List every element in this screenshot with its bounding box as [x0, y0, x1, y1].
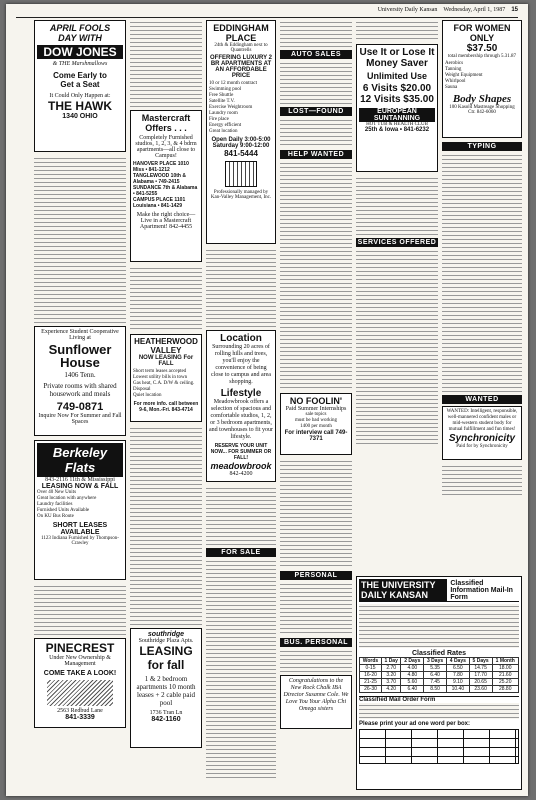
ad-item: CAMPUS PLACE 1101 Louisiana • 841-1429: [133, 197, 186, 209]
classified-text-block: [206, 559, 276, 779]
ad-price: 6 Visits $20.00: [362, 83, 432, 94]
ad-line: Get a Seat: [60, 80, 100, 89]
ad-phone: 842-4200: [229, 471, 253, 477]
ad-line: 24th & Eddingham next to Quantrells: [214, 43, 268, 53]
ad-item: 1400 per month: [300, 424, 332, 429]
building-illustration: [47, 680, 113, 706]
rate-cell: 6.40: [401, 686, 424, 693]
ad-line: COME TAKE A LOOK!: [43, 670, 117, 677]
ad-line: Experience Student Cooperative Living at: [41, 329, 119, 341]
ad-item: Great location with anywhere: [37, 496, 97, 501]
rate-cell: 3.70: [381, 679, 400, 686]
rates-title: Classified Rates: [411, 650, 467, 657]
section-lost-found: LOST—FOUND: [280, 107, 352, 116]
section-typing: TYPING: [442, 142, 522, 151]
rates-header: 4 Days: [446, 658, 469, 665]
ad-line: OFFERING LUXURY 2 BR APARTMENTS AT AN AFFORDABLE PRICE: [209, 55, 272, 79]
ad-line: Paid Summer Internships: [285, 406, 347, 412]
ad-item: 10 or 12 month contract: [209, 81, 258, 86]
classified-text-block: [280, 20, 352, 48]
classified-text-block: [130, 266, 202, 332]
rate-cell: 21.60: [492, 672, 519, 679]
newspaper-page: [6, 4, 528, 796]
ad-heatherwood: [130, 334, 202, 422]
building-logo-icon: [225, 161, 257, 187]
rate-cell: 2.70: [381, 665, 400, 672]
ad-item: Tanning: [445, 67, 462, 72]
ad-item: Gas heat, C.A. D/W & ceiling. Disposal: [133, 381, 195, 392]
ad-headline: Location: [220, 333, 262, 344]
page-date: Wednesday, April 1, 1987: [443, 7, 506, 13]
ad-item: Satellite T.V.: [209, 99, 235, 104]
column-1: [34, 20, 126, 790]
ad-address: 2563 Redbud Lane: [57, 708, 103, 714]
form-instructions: [359, 604, 519, 648]
ad-use-it-or-lose-it: [356, 44, 438, 172]
ad-no-foolin: [280, 393, 352, 455]
classified-text-block: [442, 153, 522, 393]
rate-cell: 9.10: [446, 679, 469, 686]
ad-address: 1736 Tran Ln: [149, 710, 183, 716]
ad-headline: LEASING for fall: [139, 644, 193, 672]
ad-item: TANGLEWOOD 10th & Alabama • 749-2415: [133, 173, 186, 185]
rate-cell: 7.80: [446, 672, 469, 679]
ad-item: Short term leases accepted: [133, 369, 187, 374]
rate-cell: 16-20: [360, 672, 382, 679]
ad-item: Lowest utility bills in town: [133, 375, 188, 380]
section-bus-personal: BUS. PERSONAL: [280, 638, 352, 647]
classified-text-block: [280, 649, 352, 673]
rate-cell: 5.60: [401, 679, 424, 686]
classified-text-block: [280, 161, 352, 391]
ad-item: Sauna: [445, 85, 458, 90]
ad-brand: EUROPEAN SUNTANNING: [359, 108, 435, 122]
ad-item: Swimming pool: [209, 87, 242, 92]
classified-text-block: [442, 464, 522, 496]
ad-line: For more info. call between 9-6, Mon.-Fri. 843-4714: [133, 401, 199, 413]
classified-text-block: [34, 156, 126, 324]
ad-body: Meadowbrook offers a selection of spacious and comfortable studios, 1, 2, or 3 bedroom apartments, and townhouses to fit your lifestyle.: [209, 399, 273, 440]
ad-name: Mastercraft: [141, 113, 191, 123]
ad-headline: Lifestyle: [220, 388, 262, 399]
rate-cell: 25.20: [492, 679, 519, 686]
classified-text-block: [356, 249, 438, 445]
ad-headline: FOR WOMEN ONLY: [453, 23, 511, 43]
ad-southridge: [130, 628, 202, 748]
rate-cell: 8.50: [424, 686, 447, 693]
ad-item: must be bad working: [294, 418, 338, 423]
ad-phone: 841-3339: [65, 714, 95, 721]
ad-name: Sunflower House: [48, 342, 112, 370]
form-title: Classified Information Mail-In Form: [450, 579, 513, 601]
ad-body: WANTED: Intelligent, responsible, well-mannered confident males or mid-western student body for mutual fulfillment and fun times!: [446, 409, 518, 432]
table-row: [360, 665, 519, 672]
ad-brand: meadowbrook: [210, 461, 272, 471]
rate-cell: 17.70: [469, 672, 492, 679]
rates-header: 1 Day: [381, 658, 400, 665]
column-2: [130, 20, 202, 790]
rate-cell: 4.00: [401, 665, 424, 672]
rate-cell: 0-15: [360, 665, 382, 672]
section-help-wanted: HELP WANTED: [280, 150, 352, 159]
ad-line: Inquire Now For Summer and Fall Spaces: [38, 413, 122, 425]
order-form-fields: [359, 703, 519, 719]
classified-mail-in-form: [356, 576, 522, 790]
order-form-instruction: Please print your ad one word per box:: [359, 721, 471, 727]
rate-cell: 28.80: [492, 686, 519, 693]
ad-omega-congrats: [280, 675, 352, 729]
ad-pinecrest: [34, 638, 126, 728]
page-number: 15: [511, 7, 518, 13]
rate-cell: 26-30: [360, 686, 382, 693]
ad-line: RESERVE YOUR UNIT NOW... FOR SUMMER OR FALL!: [210, 443, 272, 461]
ad-line: Southridge Plaza Apts.: [138, 638, 194, 644]
classified-text-block: [130, 426, 202, 626]
ad-item: Exercise Weightroom: [209, 105, 253, 110]
ad-address: 1406 Tenn.: [64, 371, 96, 379]
ad-phone: 841-5444: [224, 149, 258, 158]
ad-body: Private rooms with shared housework and meals: [43, 382, 117, 398]
form-brand: THE UNIVERSITY DAILY KANSAN: [359, 579, 447, 601]
ad-body: Completely Furnished studios, 1, 2, 3, & 4 bdrm apartments—all close to Campus!: [135, 135, 197, 159]
ad-body: 1 & 2 bedroom apartments 10 month leases + 2 cable paid pool: [136, 675, 196, 707]
ad-brand: Body Shapes: [452, 93, 512, 105]
ad-band-name: DOW JONES: [37, 45, 123, 59]
rate-cell: 21-25: [360, 679, 382, 686]
ad-address: 100 Kasold Mastreage Shopping Ctr. 842-6060: [449, 105, 515, 115]
rate-cell: 23.60: [469, 686, 492, 693]
ad-item: Energy efficient: [209, 123, 242, 128]
classified-text-block: [280, 459, 352, 569]
rate-cell: 3.20: [381, 672, 400, 679]
ad-eddingham-place: [206, 20, 276, 244]
classified-text-block: [280, 61, 352, 105]
ad-item: Laundry room: [209, 111, 238, 116]
table-row: [360, 672, 519, 679]
ad-address: 1340 OHIO: [62, 113, 98, 120]
ad-item: Great location: [209, 129, 238, 134]
ad-price: $37.50: [466, 43, 498, 54]
ad-item: sale topics: [305, 412, 327, 417]
classified-text-block: [34, 584, 126, 636]
ad-item: Fire place: [209, 117, 229, 122]
rate-cell: 4.20: [381, 686, 400, 693]
ad-line: Come Early to: [53, 71, 107, 80]
ad-line: total membership through 5.31.87: [448, 54, 516, 59]
ad-brand: southridge: [147, 631, 185, 638]
ad-berkeley-flats: [34, 440, 126, 580]
page-header: [16, 7, 518, 18]
ad-name: Berkeley Flats: [37, 443, 123, 477]
ad-line: LEASING NOW & FALL: [41, 483, 119, 490]
ad-line: Offers . . .: [145, 123, 187, 133]
ad-item: Weight Equipment: [445, 73, 483, 78]
ad-for-women-only: [442, 20, 522, 138]
ad-line: & THE Marshmallows: [52, 61, 108, 67]
ad-line: It Could Only Happen at:: [49, 93, 111, 99]
rates-table: [359, 657, 519, 693]
ad-meadowbrook: [206, 330, 276, 482]
rates-header: 1 Month: [492, 658, 519, 665]
ad-line: SHORT LEASES AVAILABLE: [52, 522, 108, 536]
section-personal: PERSONAL: [280, 571, 352, 580]
ad-line: Professionally managed by Kan-Valley Management, Inc.: [210, 190, 272, 200]
order-form-title: Classified Mail Order Form: [359, 696, 519, 703]
ad-venue: THE HAWK: [48, 99, 112, 113]
rate-cell: 10.40: [446, 686, 469, 693]
rate-cell: 4.80: [401, 672, 424, 679]
ad-phone: 842-1160: [151, 716, 181, 723]
ad-price: 12 Visits $35.00: [360, 94, 434, 105]
ad-item: SUNDANCE 7th & Alabama • 841-5255: [133, 185, 198, 197]
section-auto-sales: AUTO SALES: [280, 50, 352, 59]
rates-header: Words: [360, 658, 382, 665]
ad-line: NOW LEASING For FALL: [138, 355, 194, 367]
ad-item: Quiet location: [133, 393, 162, 398]
rates-header: 2 Days: [401, 658, 424, 665]
classified-text-block: [356, 20, 438, 42]
column-3: [206, 20, 276, 790]
ad-name: PINECREST: [45, 641, 115, 655]
ad-item: Furnished Units Available: [37, 508, 90, 513]
rates-header: 3 Days: [424, 658, 447, 665]
ad-line: For interview call 749-7371: [284, 430, 348, 442]
rate-cell: 7.45: [424, 679, 447, 686]
rate-cell: 14.75: [469, 665, 492, 672]
classified-text-block: [206, 248, 276, 328]
section-services-offered: SERVICES OFFERED: [357, 239, 437, 246]
word-box-grid[interactable]: [359, 729, 519, 764]
ad-item: On KU Bus Route: [37, 514, 74, 519]
ad-item: Free Shuttle: [209, 93, 234, 98]
rate-cell: 6.40: [424, 672, 447, 679]
ad-item: Over 40 New Units: [37, 490, 77, 495]
ad-line: Open Daily 3:00-5:00 Saturday 9:00-12:00: [211, 137, 271, 149]
section-wanted: WANTED: [442, 395, 522, 404]
ad-line: Make the right choice—Live in a Mastercraft Apartment! 842-4455: [136, 212, 196, 230]
classified-text-block: [130, 20, 202, 108]
rates-header: 5 Days: [469, 658, 492, 665]
ad-item: Laundry facilities: [37, 502, 73, 507]
ad-line: APRIL FOOLS: [49, 23, 111, 33]
classified-text-block: [356, 176, 438, 236]
table-row: [360, 686, 519, 693]
ad-name: EDDINGHAM PLACE: [213, 23, 269, 43]
ad-line: 1123 Indiana Furnished by Thompson-Crawley: [41, 536, 119, 546]
ad-synchronicity: [442, 406, 522, 460]
rate-cell: 5.35: [424, 665, 447, 672]
ad-line: DAY WITH: [58, 33, 102, 43]
classified-text-block: [280, 582, 352, 636]
ad-address: 843-2116 11th & Mississippi: [45, 477, 115, 483]
ad-headline: Use It or Lose It: [359, 47, 435, 58]
rate-cell: 20.65: [469, 679, 492, 686]
ad-item: HANOVER PLACE 1010 Miss • 841-1212: [133, 161, 189, 173]
ad-item: Aerobics: [445, 61, 464, 66]
ad-brand: Synchronicity: [448, 433, 516, 444]
ad-line: HOT TUB & HEALTH CLUB: [366, 122, 428, 127]
ad-body: Surrounding 20 acres of rolling hills and trees, you'll enjoy the convenience of being close to campus and area shopping.: [211, 344, 271, 385]
ad-body: Congratulations to the New Rock Chalk IBA Director Susanne Cole. We Love You Your Alpha Chi Omega sisters: [283, 678, 349, 712]
ad-phone: 749-0871: [56, 401, 104, 413]
classified-text-block: [206, 486, 276, 546]
ad-mastercraft: [130, 110, 202, 262]
ad-address: 25th & Iowa • 841-6232: [364, 127, 430, 133]
classified-text-block: [280, 118, 352, 148]
ad-headline: NO FOOLIN': [289, 396, 343, 406]
rate-cell: 6.50: [446, 665, 469, 672]
ad-item: Whirlpool: [445, 79, 466, 84]
section-for-sale: FOR SALE: [206, 548, 276, 557]
table-row: [360, 679, 519, 686]
ad-sunflower-house: [34, 326, 126, 436]
paper-name: University Daily Kansan: [377, 7, 438, 13]
ad-headline: Money Saver: [366, 58, 428, 69]
ad-line: Unlimited Use: [366, 71, 427, 81]
ad-april-fools: [34, 20, 126, 152]
ad-line: Under New Ownership & Management: [49, 655, 111, 667]
ad-name: HEATHERWOOD VALLEY: [134, 337, 198, 355]
rate-cell: 18.00: [492, 665, 519, 672]
column-4: [280, 20, 352, 790]
ad-line: Paid for by Synchronicity: [456, 444, 508, 449]
